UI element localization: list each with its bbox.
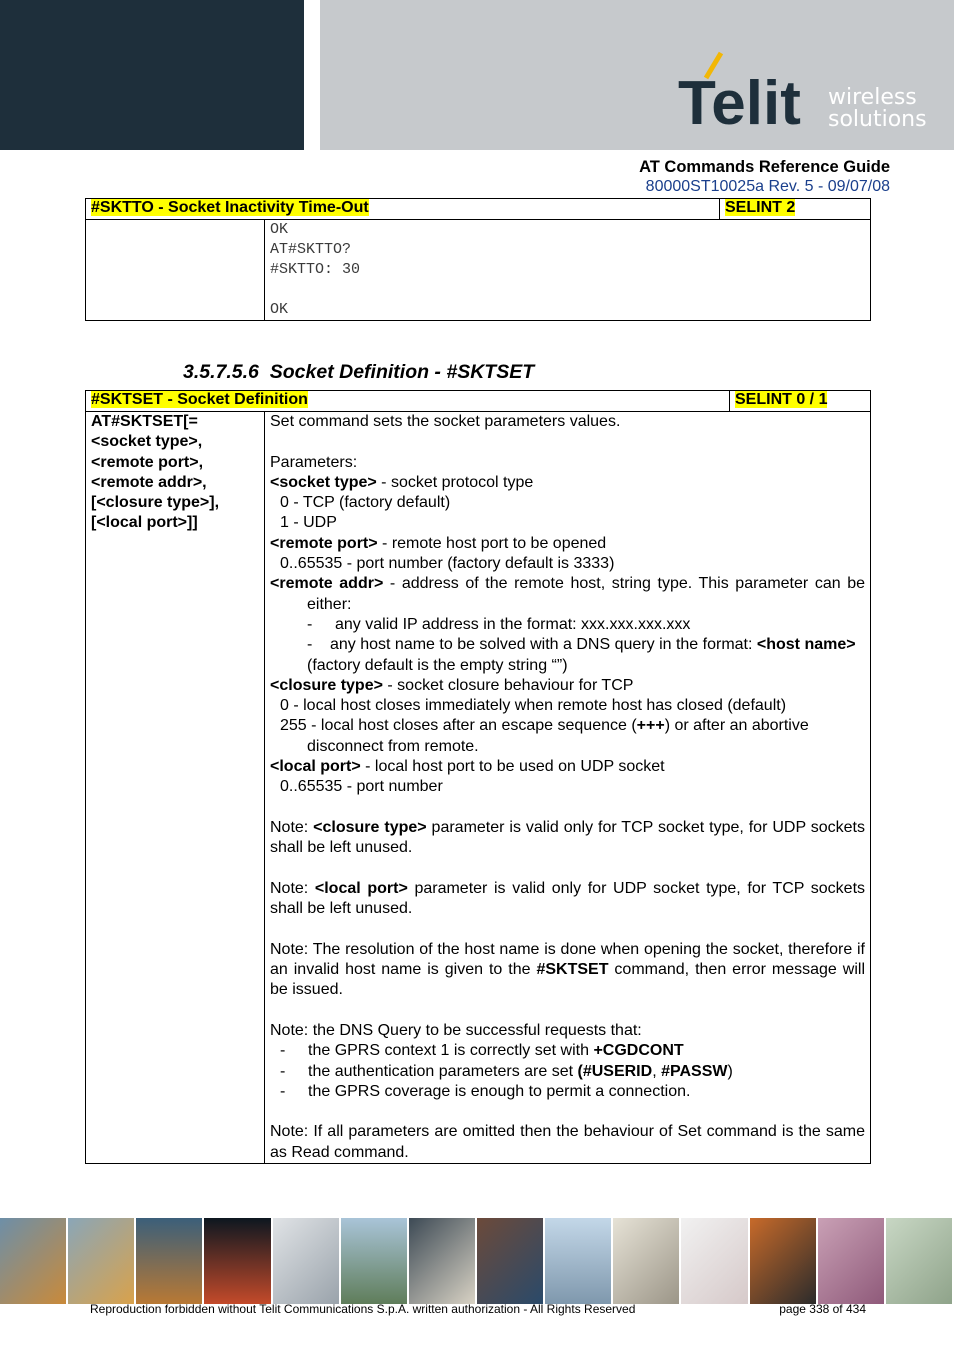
param-name: <remote addr> (270, 575, 384, 593)
command-syntax-line: <remote port>, (91, 453, 204, 471)
footer-photo (818, 1218, 884, 1304)
list-text: any valid IP address in the format: xxx.xxx.xxx.xxx (335, 615, 691, 633)
parameters-label: Parameters: (270, 453, 358, 471)
logo-wordmark: Telit (678, 69, 801, 138)
footer-photo (750, 1218, 816, 1304)
note-omitted-params: Note: If all parameters are omitted then the behaviour of Set command is the same as Read command. (270, 1123, 865, 1161)
note-dns-query: Note: the DNS Query to be successful requests that: (270, 1021, 642, 1039)
param-desc: - local host port to be used on UDP socket (360, 758, 665, 776)
section-title: Socket Definition - #SKTSET (269, 361, 535, 383)
list-item (270, 1062, 865, 1082)
telit-logo (676, 48, 936, 138)
footer-photo (886, 1218, 952, 1304)
sktto-title: #SKTTO - Socket Inactivity Time-Out (91, 199, 369, 216)
note-local-port: Note: <local port> parameter is valid only for UDP socket type, for TCP sockets shall be left unused. (270, 879, 866, 918)
param-desc: - socket protocol type (376, 473, 534, 491)
note-closure-type: Note: <closure type> parameter is valid only for TCP socket type, for UDP sockets shall be left unused. (270, 818, 865, 857)
sktset-command-cell (86, 412, 265, 1164)
footer-photo (545, 1218, 611, 1304)
page-footer (90, 1302, 866, 1316)
code-line: OK (270, 221, 289, 238)
section-number: 3.5.7.5.6 (183, 361, 259, 383)
sktto-selint-cell (720, 199, 871, 220)
param-value: 0..65535 - port number (280, 778, 443, 796)
param-desc: - socket closure behaviour for TCP (382, 676, 634, 694)
footer-photo (136, 1218, 202, 1304)
footer-rights: Reproduction forbidden without Telit Communications S.p.A. written authorization - All Rights Reserved (90, 1302, 636, 1316)
param-socket-type (270, 473, 865, 493)
sktto-command-cell (86, 220, 265, 321)
footer-photo (0, 1218, 66, 1304)
param-name: <closure type> (270, 676, 383, 694)
param-remote-port (270, 534, 865, 554)
doc-reference: 80000ST10025a Rev. 5 - 09/07/08 (645, 178, 890, 195)
param-local-port (270, 757, 865, 777)
sktto-table (85, 198, 871, 321)
intro-text: Set command sets the socket parameters values. (270, 413, 621, 430)
sktset-description-cell (265, 412, 871, 1164)
note-host-resolution: Note: The resolution of the host name is done when opening the socket, therefore if an invalid host name is given to the #SKTSET command, then error message will be issued. (270, 940, 866, 999)
logo-tagline-1: wireless (828, 85, 917, 110)
doc-title: AT Commands Reference Guide (639, 158, 890, 176)
code-line: #SKTTO: 30 (270, 261, 361, 278)
code-line: OK (270, 301, 289, 318)
sktto-title-cell (86, 199, 720, 220)
footer-photo (681, 1218, 747, 1304)
footer-photo (409, 1218, 475, 1304)
footer-photo (273, 1218, 339, 1304)
list-text: the GPRS coverage is enough to permit a connection. (308, 1082, 691, 1100)
list-dash: - (280, 1062, 286, 1080)
param-value: 0..65535 - port number (factory default is 3333) (280, 555, 615, 573)
param-default: (factory default is the empty string “”) (307, 656, 568, 674)
header-dark-panel (0, 0, 304, 150)
list-dash: - (307, 615, 317, 633)
param-value: 0 - local host closes immediately when remote host has closed (default) (280, 697, 787, 715)
footer-page-number: page 338 of 434 (779, 1302, 866, 1316)
sktto-selint: SELINT 2 (725, 199, 796, 216)
param-name: <local port> (270, 758, 361, 776)
list-text: the GPRS context 1 is correctly set with +CGDCONT (308, 1042, 684, 1060)
section-heading (183, 361, 534, 384)
list-item (270, 1041, 865, 1061)
sktset-table (85, 390, 871, 1164)
param-name: <socket type> (270, 473, 377, 491)
list-item (270, 635, 865, 655)
param-closure-type (270, 676, 865, 696)
list-item (270, 1082, 865, 1102)
list-dash: - (280, 1042, 286, 1060)
param-value: 0 - TCP (factory default) (280, 494, 451, 512)
code-line (270, 280, 865, 300)
command-syntax-line: [<local port>]] (91, 514, 198, 532)
param-desc: - address of the remote host, string type. This parameter can be either: (307, 575, 866, 613)
footer-photo-strip (0, 1218, 954, 1304)
command-syntax-line: AT#SKTSET[= (91, 413, 198, 430)
command-syntax-line: <socket type>, (91, 433, 203, 451)
footer-photo (341, 1218, 407, 1304)
footer-photo (477, 1218, 543, 1304)
list-text: the authentication parameters are set (#USERID, #PASSW) (308, 1062, 733, 1080)
param-desc: - remote host port to be opened (377, 534, 607, 552)
sktto-example-cell (265, 220, 871, 321)
sktset-title: #SKTSET - Socket Definition (91, 391, 308, 408)
param-remote-addr (270, 574, 865, 615)
sktset-title-cell (86, 391, 730, 412)
list-text: any host name to be solved with a DNS query in the format: <host name> (330, 636, 856, 654)
sktset-selint-cell (730, 391, 871, 412)
logo-tagline-2: solutions (828, 107, 927, 132)
sktset-selint: SELINT 0 / 1 (735, 391, 828, 408)
footer-photo (204, 1218, 270, 1304)
param-value: 255 - local host closes after an escape sequence (+++) or after an abortive disconnect from remote. (280, 717, 809, 755)
param-name: <remote port> (270, 534, 378, 552)
param-value: 1 - UDP (280, 514, 337, 532)
list-dash: - (280, 1082, 286, 1100)
footer-photo (68, 1218, 134, 1304)
command-syntax-line: <remote addr>, (91, 473, 207, 491)
list-dash: - (307, 636, 313, 654)
footer-photo (613, 1218, 679, 1304)
code-line: AT#SKTTO? (270, 241, 352, 258)
command-syntax-line: [<closure type>], (91, 494, 220, 512)
list-item (270, 615, 865, 635)
